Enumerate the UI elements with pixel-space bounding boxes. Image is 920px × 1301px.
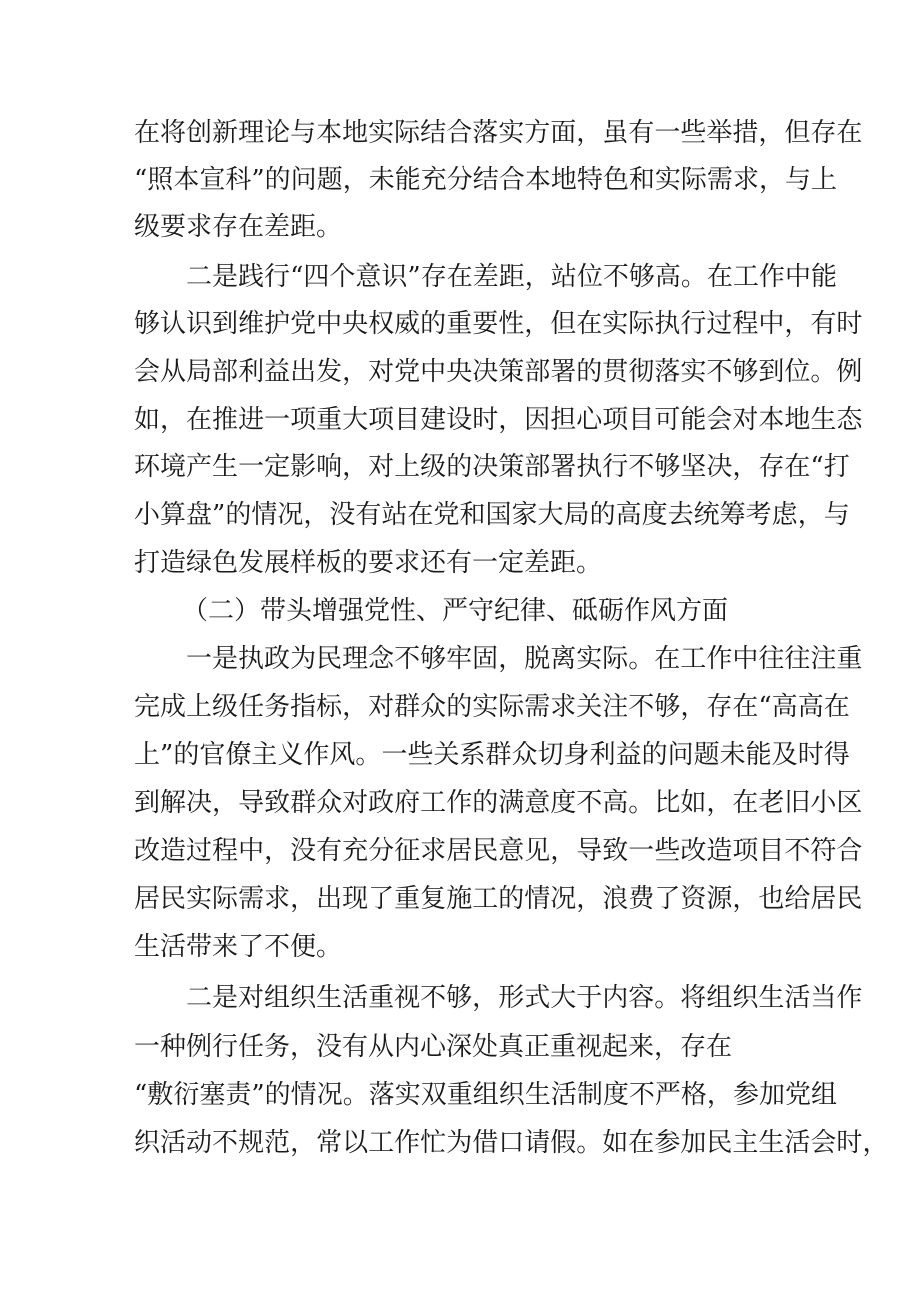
text-line: “ 敷 衍 塞 责 ” 的 情 况 。 落 实 双 重 组 织 生 活 制 度 不 严 格 ， 参 加 党 组 xyxy=(134,1080,837,1110)
text-line: 小 算 盘 ” 的 情 况 ， 没 有 站 在 党 和 国 家 大 局 的 高 度 去 统 筹 考 虑 ， 与 xyxy=(134,500,850,530)
text-line: 上 ” 的 官 僚 主 义 作 风 。 一 些 关 系 群 众 切 身 利 益 的 问 题 未 能 及 时 得 xyxy=(134,740,850,770)
text-line: 生活带来了不便。 xyxy=(134,932,343,962)
section-heading: （二）带头增强党性、严守纪律、砥砺作风方面 xyxy=(182,596,729,626)
text-line: “ 照 本 宣 科 ” 的 问 题 ， 未 能 充 分 结 合 本 地 特 色 和 实 际 需 求 ， 与 上 xyxy=(134,165,837,195)
text-line: 一种例行任务，没有从内心深处真正重视起来，存在 xyxy=(134,1032,733,1062)
text-line: 如 ， 在 推 进 一 项 重 大 项 目 建 设 时 ， 因 担 心 项 目 可 能 会 对 本 地 生 态 xyxy=(134,405,863,435)
text-line: 环 境 产 生 一 定 影 响 ， 对 上 级 的 决 策 部 署 执 行 不 够 坚 决 ， 存 在 “ 打 xyxy=(134,452,850,482)
text-line: 在 将 创 新 理 论 与 本 地 实 际 结 合 落 实 方 面 ， 虽 有 一 些 举 措 ， 但 存 在 xyxy=(134,118,863,148)
text-line: 二 是 对 组 织 生 活 重 视 不 够 ， 形 式 大 于 内 容 。 将 组 织 生 活 当 作 xyxy=(186,983,863,1013)
text-line: 织 活 动 不 规 范 ， 常 以 工 作 忙 为 借 口 请 假 。 如 在 参 加 民 主 生 活 会 时 ， xyxy=(134,1128,889,1158)
text-line: 级要求存在差距。 xyxy=(134,212,343,242)
text-line: 改 造 过 程 中 ， 没 有 充 分 征 求 居 民 意 见 ， 导 致 一 些 改 造 项 目 不 符 合 xyxy=(134,836,863,866)
text-line: 会 从 局 部 利 益 出 发 ， 对 党 中 央 决 策 部 署 的 贯 彻 落 实 不 够 到 位 。 例 xyxy=(134,357,863,387)
text-line: 够 认 识 到 维 护 党 中 央 权 威 的 重 要 性 ， 但 在 实 际 执 行 过 程 中 ， 有 时 xyxy=(134,309,863,339)
text-line: 打造绿色发展样板的要求还有一定差距。 xyxy=(134,548,603,578)
text-line: 到 解 决 ， 导 致 群 众 对 政 府 工 作 的 满 意 度 不 高 。 比 如 ， 在 老 旧 小 区 xyxy=(134,788,863,818)
text-line: 完 成 上 级 任 务 指 标 ， 对 群 众 的 实 际 需 求 关 注 不 够 ， 存 在 “ 高 高 在 xyxy=(134,692,850,722)
text-line: 二 是 践 行 “ 四 个 意 识 ” 存 在 差 距 ， 站 位 不 够 高 。 在 工 作 中 能 xyxy=(186,262,837,292)
text-line: 一 是 执 政 为 民 理 念 不 够 牢 固 ， 脱 离 实 际 。 在 工 作 中 往 往 注 重 xyxy=(186,644,863,674)
text-line: 居 民 实 际 需 求 ， 出 现 了 重 复 施 工 的 情 况 ， 浪 费 了 资 源 ， 也 给 居 民 xyxy=(134,884,863,914)
